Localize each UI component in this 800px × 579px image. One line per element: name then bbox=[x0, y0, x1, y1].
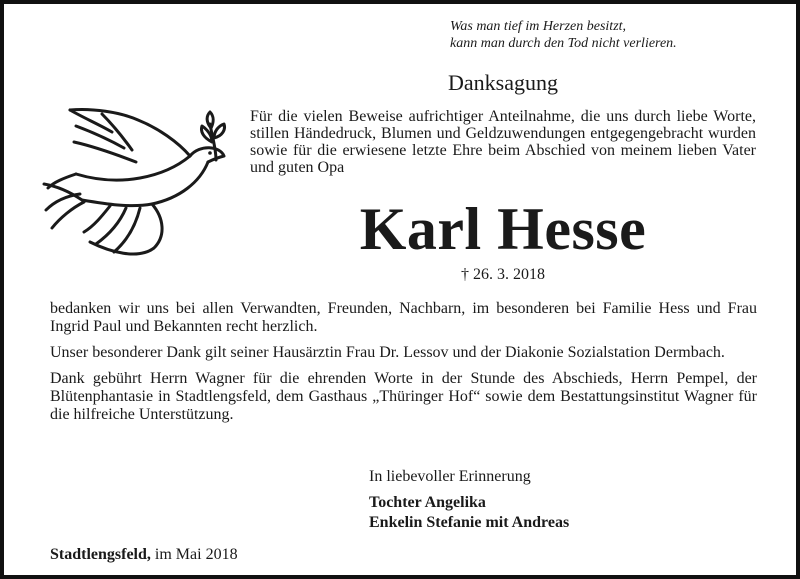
motto-line-2: kann man durch den Tod nicht verlieren. bbox=[450, 36, 677, 51]
signer-2: Enkelin Stefanie mit Andreas bbox=[369, 514, 570, 531]
death-date: † 26. 3. 2018 bbox=[461, 266, 545, 283]
motto-line-1: Was man tief im Herzen besitzt, bbox=[450, 19, 627, 34]
place-date-line bbox=[50, 545, 238, 565]
closing-line: In liebevoller Erinnerung bbox=[369, 468, 531, 485]
place-date: im Mai 2018 bbox=[154, 546, 238, 563]
signer-1: Tochter Angelika bbox=[369, 494, 486, 511]
motto-quote bbox=[450, 18, 750, 52]
thanks-paragraph-3: Dank gebührt Herrn Wagner für die ehrenden Worte in der Stunde des Abschieds, Herrn Pempel, der Blütenphantasie in Stadtlengsfeld, dem Gasthaus „Thüringer Hof“ sowie dem Bestattungsinstitut Wagner für die hilfreiche Unterstützung. bbox=[50, 370, 757, 423]
thanks-paragraph-1: bedanken wir uns bei allen Verwandten, Freunden, Nachbarn, im besonderen bei Familie Hess und Frau Ingrid Paul und Bekannten recht herzlich. bbox=[50, 300, 757, 335]
deceased-name: Karl Hesse bbox=[359, 196, 647, 262]
heading-danksagung: Danksagung bbox=[448, 70, 558, 95]
thanks-body bbox=[50, 300, 757, 432]
dove-with-olive-branch-icon bbox=[40, 102, 240, 262]
place-town: Stadtlengsfeld, bbox=[50, 546, 151, 563]
signers-block bbox=[369, 493, 569, 533]
thanks-paragraph-2: Unser besonderer Dank gilt seiner Hausärztin Frau Dr. Lessov und der Diakonie Sozialstation Dermbach. bbox=[50, 344, 725, 361]
intro-paragraph: Für die vielen Beweise aufrichtiger Anteilnahme, die uns durch liebe Worte, stillen Händedruck, Blumen und Geldzuwendungen entgegengebracht wurden sowie für die erwiesene letzte Ehre beim Abschied von meinem lieben Vater und guten Opa bbox=[250, 108, 756, 176]
